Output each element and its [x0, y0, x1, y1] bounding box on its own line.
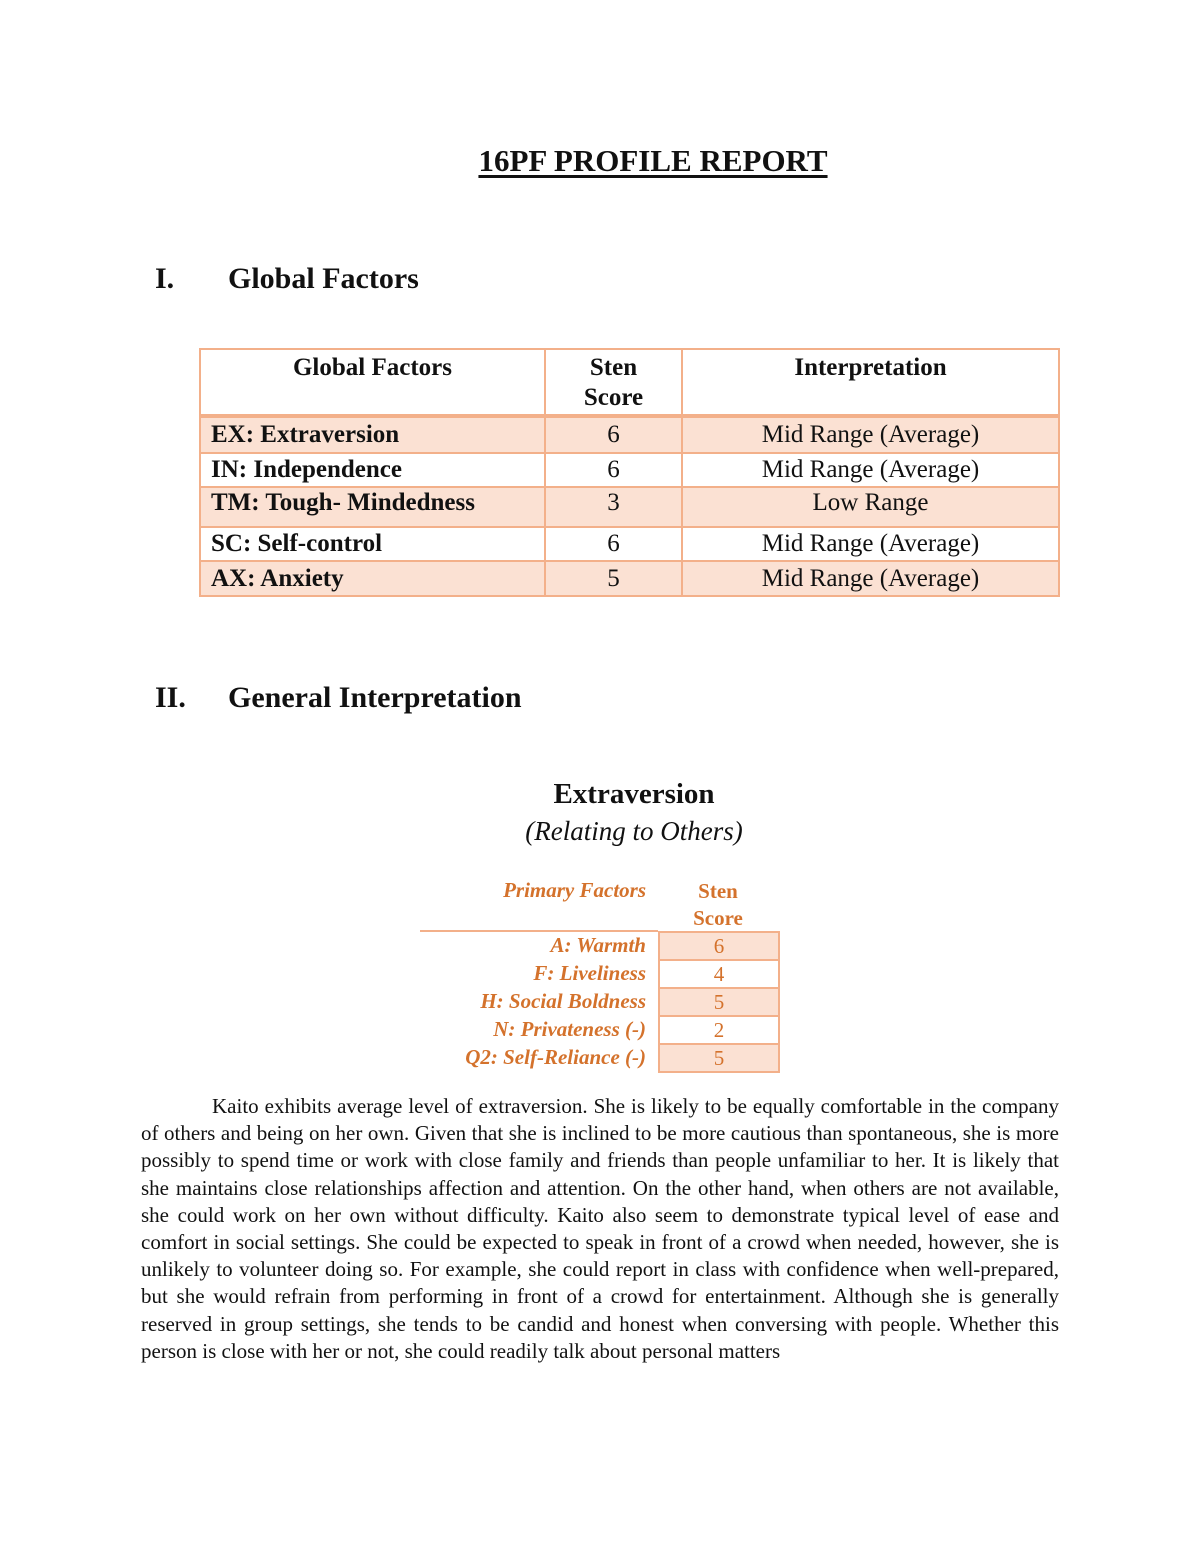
section-2-number: II. — [155, 681, 186, 714]
interpretation-cell: Mid Range (Average) — [682, 527, 1059, 561]
interpretation-cell: Mid Range (Average) — [682, 561, 1059, 596]
primary-factor-label: N: Privateness (-) — [493, 1017, 646, 1041]
interpretation-cell: Low Range — [682, 487, 1059, 527]
table-row — [200, 487, 1059, 527]
primary-sten-line1: Sten — [698, 879, 738, 903]
table-row — [200, 561, 1059, 596]
extraversion-subtitle: (Relating to Others) — [525, 816, 743, 846]
header-interpretation: Interpretation — [682, 349, 1059, 416]
table-row — [200, 416, 1059, 453]
table-header-row — [200, 349, 1059, 416]
primary-factor-label: F: Liveliness — [533, 961, 646, 985]
score-cell: 6 — [545, 416, 682, 453]
primary-factors-header: Primary Factors — [503, 878, 646, 902]
factor-cell: EX: Extraversion — [200, 416, 545, 453]
table-row — [200, 453, 1059, 487]
primary-sten-header — [658, 878, 778, 932]
factor-cell: SC: Self-control — [200, 527, 545, 561]
primary-sten-line2: Score — [693, 906, 743, 930]
interpretation-cell: Mid Range (Average) — [682, 453, 1059, 487]
extraversion-title: Extraversion — [553, 778, 715, 810]
extraversion-paragraph: Kaito exhibits average level of extraversion. She is likely to be equally comfortable in the company of others and being on her own. Given that she is inclined to be more cautious than spontaneous, she is more possibly to spend time or work with close family and friends than people unfamiliar to her. It is likely that she maintains close relationships affection and attention. On the other hand, when others are not available, she could work on her own without difficulty. Kaito also seem to demonstrate typical level of ease and comfort in social settings. She could be expected to speak in front of a crowd when needed, however, she is unlikely to volunteer doing so. For example, she could report in class with confidence when well-prepared, but she would refrain from performing in front of a crowd for entertainment. Although she is generally reserved in group settings, she tends to be candid and honest when conversing with people. Whether this person is close with her or not, she could readily talk about personal matters — [141, 1094, 1059, 1363]
section-2-title: General Interpretation — [228, 681, 522, 714]
report-title: 16PF PROFILE REPORT — [478, 143, 828, 178]
primary-factor-score: 5 — [658, 1043, 780, 1073]
header-global-factors: Global Factors — [200, 349, 545, 416]
score-cell: 6 — [545, 527, 682, 561]
global-factors-table — [199, 348, 1060, 597]
primary-factor-label: H: Social Boldness — [480, 989, 646, 1013]
header-sten-line2: Score — [583, 384, 644, 411]
primary-factor-score: 6 — [658, 931, 780, 961]
primary-factor-score: 5 — [658, 987, 780, 1017]
table-row — [200, 527, 1059, 561]
factor-cell: AX: Anxiety — [200, 561, 545, 596]
primary-factor-label: A: Warmth — [550, 933, 646, 957]
section-1-number: I. — [155, 262, 175, 295]
interpretation-cell: Mid Range (Average) — [682, 416, 1059, 453]
primary-factor-label: Q2: Self-Reliance (-) — [465, 1045, 646, 1069]
header-sten-score — [545, 349, 682, 416]
score-cell: 6 — [545, 453, 682, 487]
factor-cell: TM: Tough- Mindedness — [200, 487, 545, 527]
factor-cell: IN: Independence — [200, 453, 545, 487]
primary-factor-score: 4 — [658, 959, 780, 989]
score-cell: 3 — [545, 487, 682, 527]
score-cell: 5 — [545, 561, 682, 596]
primary-factor-score: 2 — [658, 1015, 780, 1045]
header-sten-line1: Sten — [589, 354, 638, 381]
section-1-title: Global Factors — [228, 262, 419, 295]
